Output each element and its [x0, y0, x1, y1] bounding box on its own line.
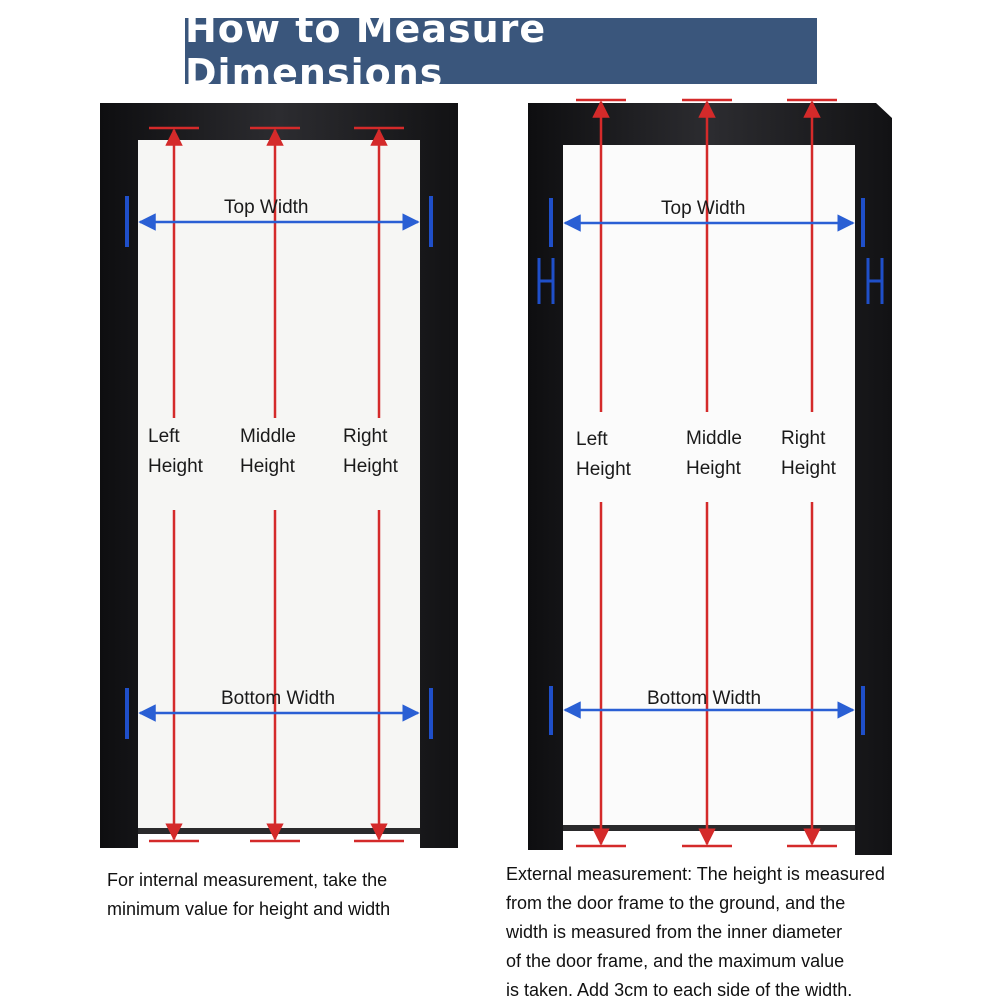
external-right-height-label — [781, 424, 836, 484]
label-line: Height — [240, 456, 295, 477]
label-line: Height — [343, 456, 398, 477]
internal-middle-height-label — [240, 422, 296, 482]
label-line: Height — [686, 458, 741, 479]
label-line: Right — [343, 426, 388, 447]
internal-top-width-label: Top Width — [224, 197, 309, 218]
internal-right-height-label — [343, 422, 398, 482]
label-line: Left — [148, 426, 180, 447]
internal-bottom-width-label: Bottom Width — [221, 688, 336, 709]
label-line: Right — [781, 428, 826, 449]
label-line: Height — [576, 459, 631, 480]
external-bottom-width-label: Bottom Width — [647, 688, 762, 709]
external-left-height-label — [576, 425, 631, 485]
label-line: Middle — [686, 428, 742, 449]
label-line: Height — [781, 458, 836, 479]
label-line: Left — [576, 429, 608, 450]
internal-caption: For internal measurement, take the minimum value for height and width — [107, 870, 391, 919]
label-line: Height — [148, 456, 203, 477]
label-line: Middle — [240, 426, 296, 447]
page-title: How to Measure Dimensions — [185, 7, 547, 95]
external-caption: External measurement: The height is measured from the door frame to the ground, and the width is measured from the inner diameter of the door frame, and the maximum value is taken. Add 3cm to each side of the width. — [506, 864, 885, 1000]
external-top-width-label: Top Width — [661, 198, 746, 219]
internal-left-height-label — [148, 422, 203, 482]
external-middle-height-label — [686, 424, 742, 484]
